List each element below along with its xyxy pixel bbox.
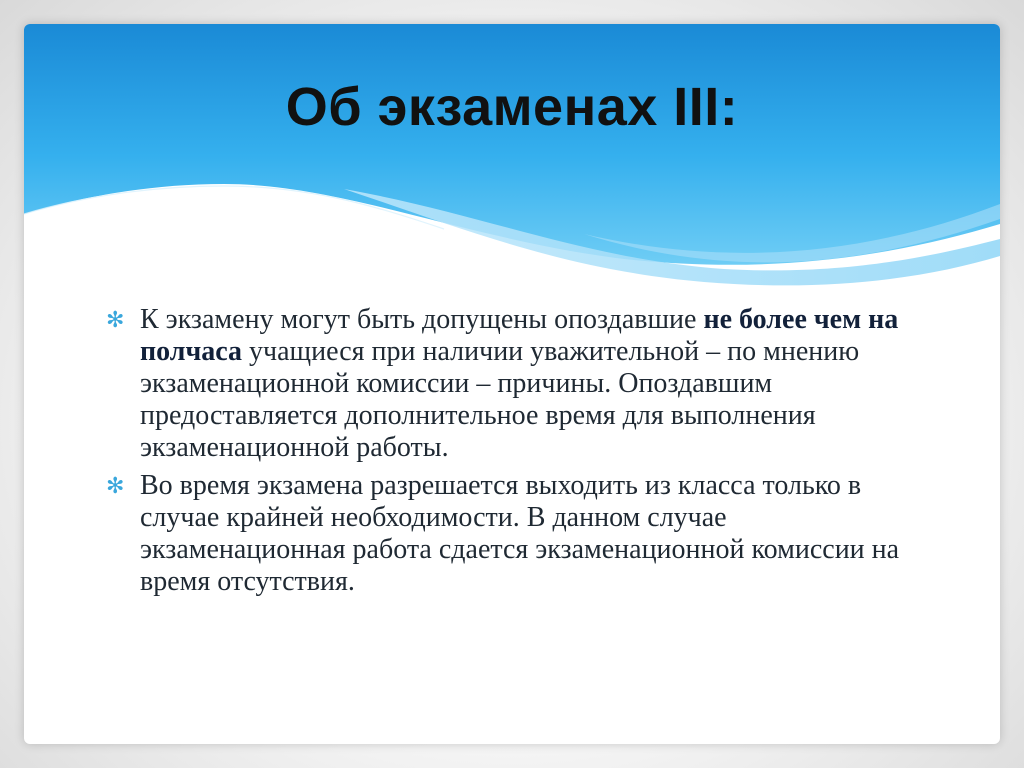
header-wave-background [24,24,1000,289]
bullet-1-text-after: учащиеся при наличии уважительной – по мнению экзаменационной комиссии – причины. Опоздавшим предоставляется дополнительное время для выполнения экзаменационной работы. [140,336,860,463]
bullet-1-text-before: К экзамену могут быть допущены опоздавшие [140,304,704,335]
asterisk-bullet-icon: ✻ [106,307,125,332]
bullet-1-bold-text: не более чем на полчаса [140,304,899,367]
slide [24,24,1000,744]
bullet-item-2 [106,470,906,598]
slide-title: Об экзаменах III: [285,77,739,137]
asterisk-bullet-icon: ✻ [106,473,125,498]
bullet-item-1 [106,304,906,464]
bullet-list [106,304,906,604]
bullet-2-text: Во время экзамена разрешается выходить из класса только в случае крайней необходимости. В данном случае экзаменационная работа сдается экзаменационной комиссии на время отсутствия. [140,470,900,597]
